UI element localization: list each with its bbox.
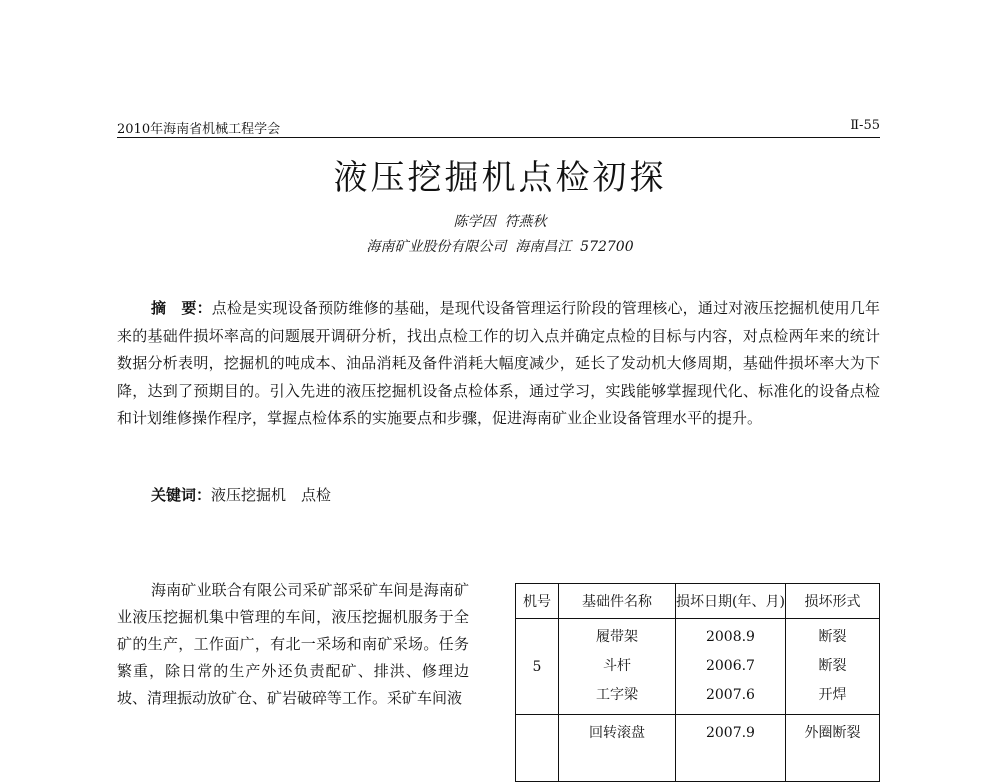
damage-form: 开焊 [818, 687, 847, 703]
header-part-name: 基础件名称 [559, 584, 676, 619]
header-damage-date: 损坏日期(年、月) [676, 584, 786, 619]
damage-date: 2008.9 [705, 629, 755, 645]
keywords-text: 液压挖掘机 点检 [211, 486, 332, 504]
abstract [117, 295, 880, 433]
authors: 陈学因 符燕秋 [453, 214, 547, 230]
header-machine-no: 机号 [516, 584, 559, 619]
keywords-label: 关键词： [151, 486, 212, 504]
damage-date: 2007.9 [705, 725, 755, 741]
part-name: 工字梁 [596, 687, 638, 703]
header-damage-form: 损坏形式 [785, 584, 879, 619]
damage-form-continued [786, 748, 879, 777]
part-name: 斗杆 [603, 658, 631, 674]
damage-form: 断裂 [818, 629, 847, 645]
paper-title: 液压挖掘机点检初探 [333, 158, 667, 198]
machine-no-cell: 5 [516, 619, 559, 715]
abstract-text: 点检是实现设备预防维修的基础，是现代设备管理运行阶段的管理核心，通过对液压挖掘机使用几年来的基础件损坏率高的问题展开调研分析，找出点检工作的切入点并确定点检的目标与内容，对点检两年来的统计数据分析表明，挖掘机的吨成本、油品消耗及备件消耗大幅度减少，延长了发动机大修周期，基础件损坏率大为下降，达到了预期目的。引入先进的液压挖掘机设备点检体系，通过学习，实践能够掌握现代化、标准化的设备点检和计划维修操作程序，掌握点检体系的实施要点和步骤，促进海南矿业企业设备管理水平的提升。 [117, 299, 880, 427]
table-row [516, 619, 880, 715]
damage-table [515, 583, 880, 782]
abstract-label: 摘 要： [151, 299, 212, 317]
damage-date: 2007.6 [705, 687, 755, 703]
header-rule [117, 137, 880, 138]
damage-form-cell [785, 619, 879, 715]
damage-date-cell [676, 619, 786, 715]
part-name-cell [559, 619, 676, 715]
keywords [151, 484, 331, 505]
damage-form: 外圈断裂 [804, 725, 861, 741]
body-paragraph: 海南矿业联合有限公司采矿部采矿车间是海南矿业液压挖掘机集中管理的车间，液压挖掘机服务于全矿的生产，工作面广，有北一采场和南矿采场。任务繁重，除日常的生产外还负责配矿、排洪、修理边坡、清理振动放矿仓、矿岩破碎等工作。采矿车间液 [117, 581, 469, 707]
affiliation: 海南矿业股份有限公司 海南昌江 572700 [366, 239, 634, 255]
part-name: 回转滚盘 [589, 725, 645, 741]
part-name-continued [559, 748, 675, 777]
running-header-left: 2010年海南省机械工程学会 [117, 122, 281, 137]
damage-date-cell [676, 715, 786, 782]
damage-date-continued [676, 748, 785, 777]
page-number: Ⅱ-55 [850, 118, 880, 133]
table-header-row [516, 584, 880, 619]
damage-date: 2006.7 [705, 658, 755, 674]
table-row [516, 715, 880, 782]
damage-form: 断裂 [818, 658, 847, 674]
part-name-cell [559, 715, 676, 782]
damage-form-cell [785, 715, 879, 782]
machine-no-cell [516, 715, 559, 782]
part-name: 履带架 [596, 629, 638, 645]
